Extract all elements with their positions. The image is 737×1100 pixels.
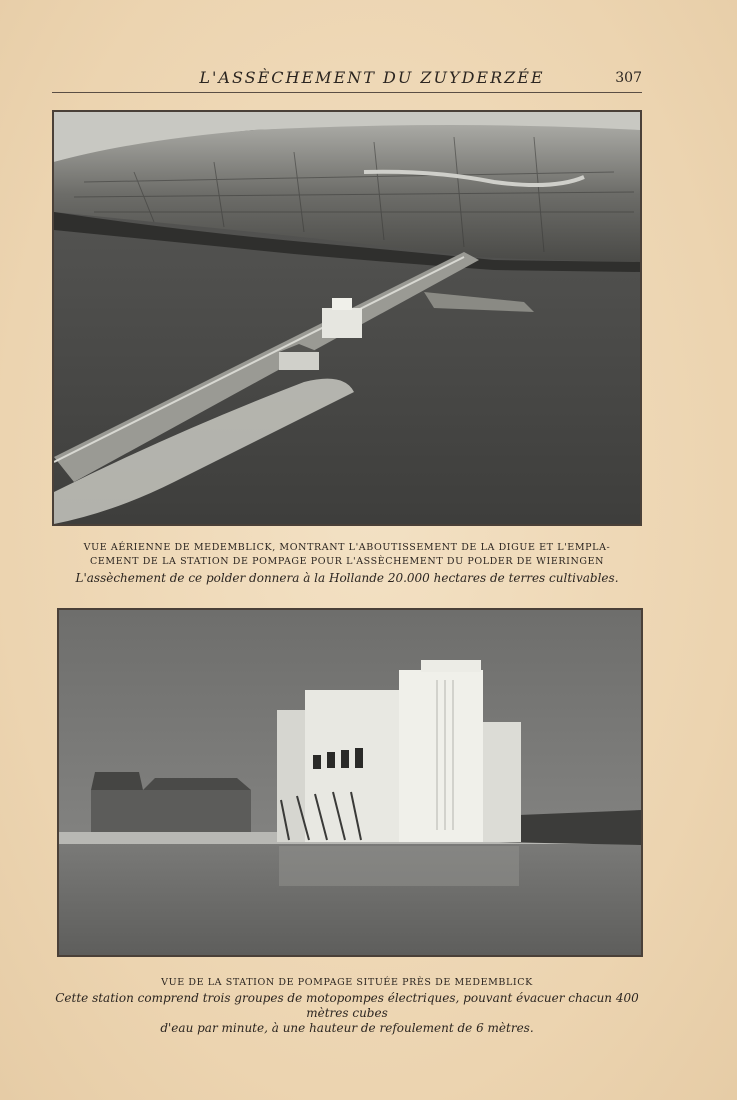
- figure2-caption-title: VUE DE LA STATION DE POMPAGE SITUÉE PRÈS DE MEDEMBLICK: [161, 977, 533, 988]
- pumping-station-photo: [57, 608, 643, 957]
- aerial-photo-medemblick: [52, 110, 642, 526]
- pumping-station-illustration: [59, 610, 641, 955]
- running-header: [52, 68, 642, 93]
- figure1-caption-line2: CEMENT DE LA STATION DE POMPAGE POUR L'ASSÈCHEMENT DU POLDER DE WIERINGEN: [89, 556, 605, 567]
- figure1-caption-line1: VUE AÉRIENNE DE MEDEMBLICK, MONTRANT L'ABOUTISSEMENT DE LA DIGUE ET L'EMPLA-: [83, 542, 611, 553]
- figure2-caption-italic-line1: Cette station comprend trois groupes de motopompes électriques, pouvant évacuer chacun 400 mètres cubes: [55, 991, 639, 1020]
- figure1-caption-italic: L'assèchement de ce polder donnera à la Hollande 20.000 hectares de terres cultivables.: [75, 571, 619, 585]
- running-title: L'ASSÈCHEMENT DU ZUYDERZÉE: [199, 68, 545, 87]
- figure1-caption: [52, 541, 642, 569]
- aerial-photo-illustration: [54, 112, 640, 524]
- figure2-caption-italic-line2: d'eau par minute, à une hauteur de refoulement de 6 mètres.: [160, 1021, 534, 1035]
- figure2-caption-italic: [52, 991, 642, 1036]
- page-number: 307: [615, 70, 642, 86]
